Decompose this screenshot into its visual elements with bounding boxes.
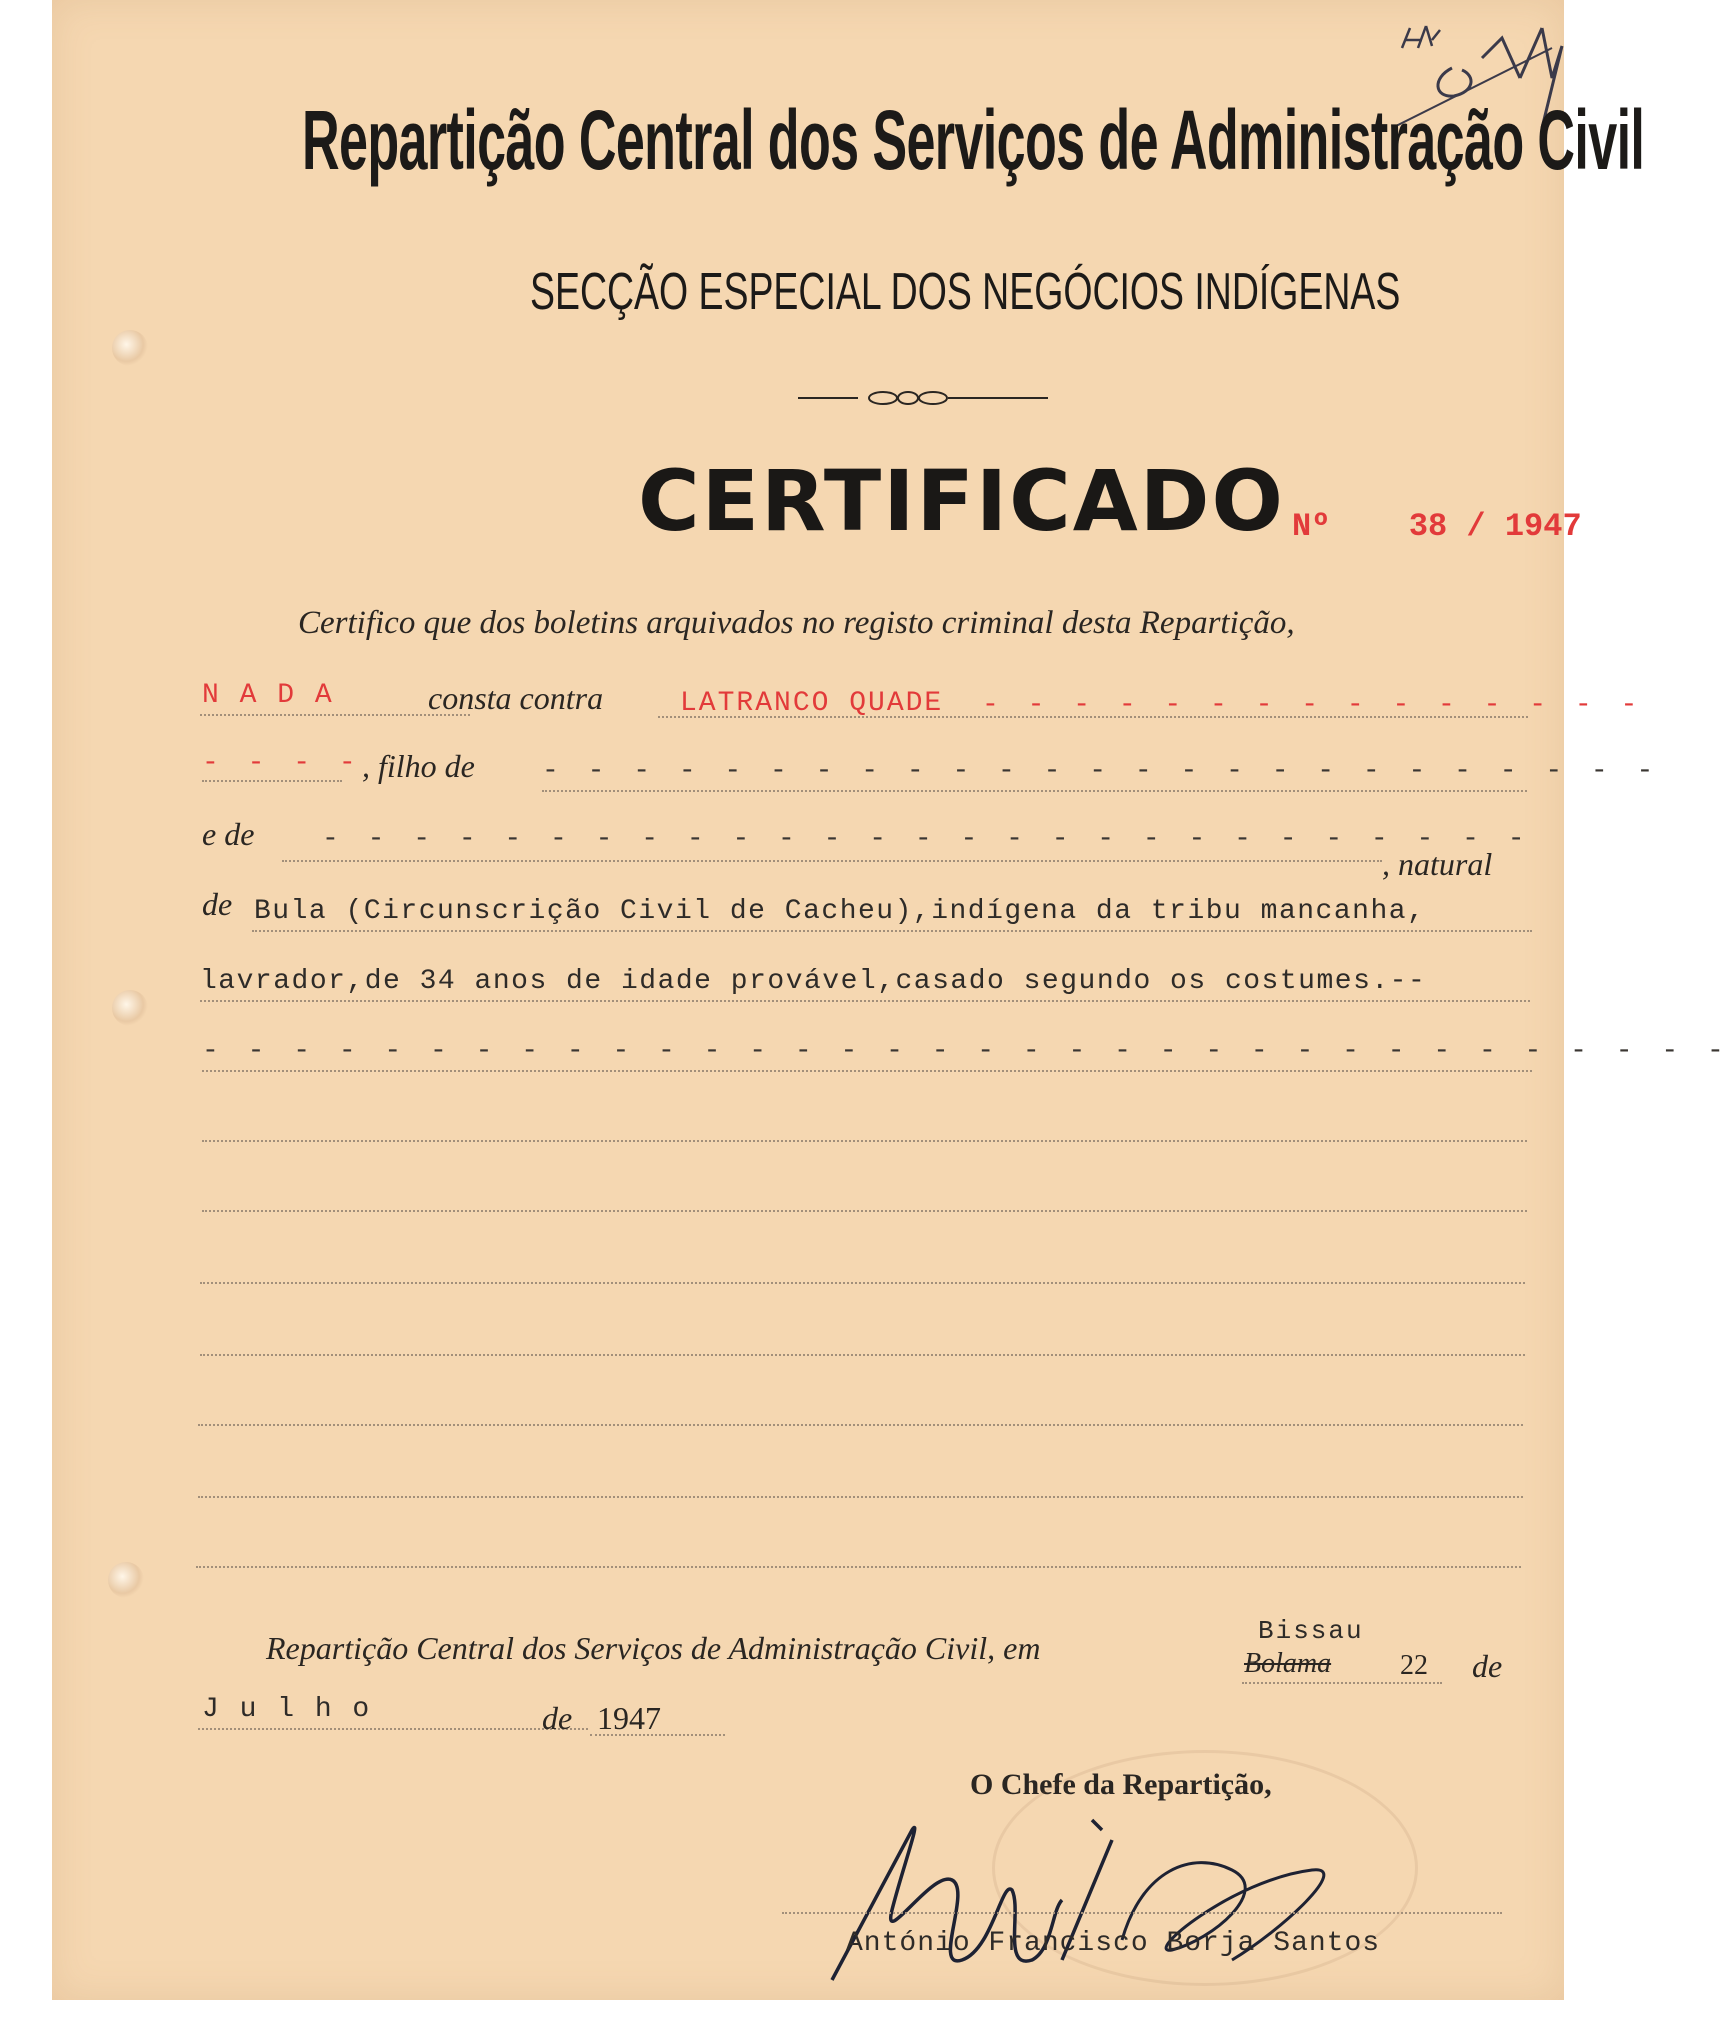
dotted-line [590,1734,725,1736]
result-nada: N A D A [202,680,334,711]
signature-handwriting [812,1810,1372,2000]
dotted-line [200,1000,1530,1002]
line3-dash-fill: - - - - [202,748,362,779]
date-day: 22 [1400,1650,1428,1681]
footer-place-text: Repartição Central dos Serviços de Administração Civil, em [266,1630,1041,1666]
blank-line [202,1210,1527,1212]
signature-line [782,1912,1502,1914]
header-subtitle: SECÇÃO ESPECIAL DOS NEGÓCIOS INDÍGENAS [530,263,1401,321]
filho-de-label: , filho de [362,748,475,784]
pin-hole [108,1562,144,1598]
body-line-intro: Certifico que dos boletins arquivados no registo criminal desta Repartição, [298,605,1295,641]
date-month: J u l h o [202,1694,372,1725]
name-dash-fill: - - - - - - - - - - - - - - - [982,690,1644,721]
signatory-name: António Francisco Borja Santos [846,1928,1381,1959]
city-struck: Bolama [1244,1648,1332,1679]
dotted-line [202,780,342,782]
dotted-line [202,1070,1532,1072]
consta-contra-label: consta contra [428,680,604,716]
certificate-number [1292,508,1582,545]
de-label-2: de [542,1700,573,1736]
natural-label: , natural [1382,846,1493,882]
certificate-number-label: Nº [1292,508,1331,545]
de-label: de [202,886,233,922]
father-dash-fill: - - - - - - - - - - - - - - - - - - - - - - - - - [542,756,1660,787]
dotted-line [282,860,1382,862]
blank-line [200,1354,1525,1356]
final-dash-fill: - - - - - - - - - - - - - - - - - - - - - - - - - - - - - - - - - - [202,1036,1730,1067]
blank-line [198,1424,1523,1426]
city-typed: Bissau [1258,1616,1364,1646]
blank-line [196,1566,1521,1568]
certificate-number-value: 38 / 1947 [1408,508,1582,545]
ornament-divider [798,378,1048,418]
header-title: Repartição Central dos Serviços de Administração Civil [302,93,1645,187]
dotted-line [198,1728,588,1730]
pin-hole [112,990,148,1026]
blank-line [202,1140,1527,1142]
subject-name: LATRANCO QUADE [680,688,944,719]
certificate-paper [52,0,1730,2000]
blank-line [200,1282,1525,1284]
certificate-title: CERTIFICADO [638,452,1285,550]
dotted-line [542,790,1527,792]
dotted-line [252,930,1532,932]
date-year: 1947 [597,1700,661,1736]
de-label-1: de [1472,1648,1503,1684]
mother-dash-fill: - - - - - - - - - - - - - - - - - - - - - - - - - - - [322,824,1531,855]
pin-hole [112,330,148,366]
blank-line [198,1496,1523,1498]
origin-text: Bula (Circunscrição Civil de Cacheu),indígena da tribu mancanha, [254,896,1426,927]
profession-text: lavrador,de 34 anos de idade provável,casado segundo os costumes.-- [200,966,1427,997]
e-de-label: e de [202,816,255,852]
dotted-line [1242,1682,1442,1684]
chief-title: O Chefe da Repartição, [970,1768,1272,1801]
